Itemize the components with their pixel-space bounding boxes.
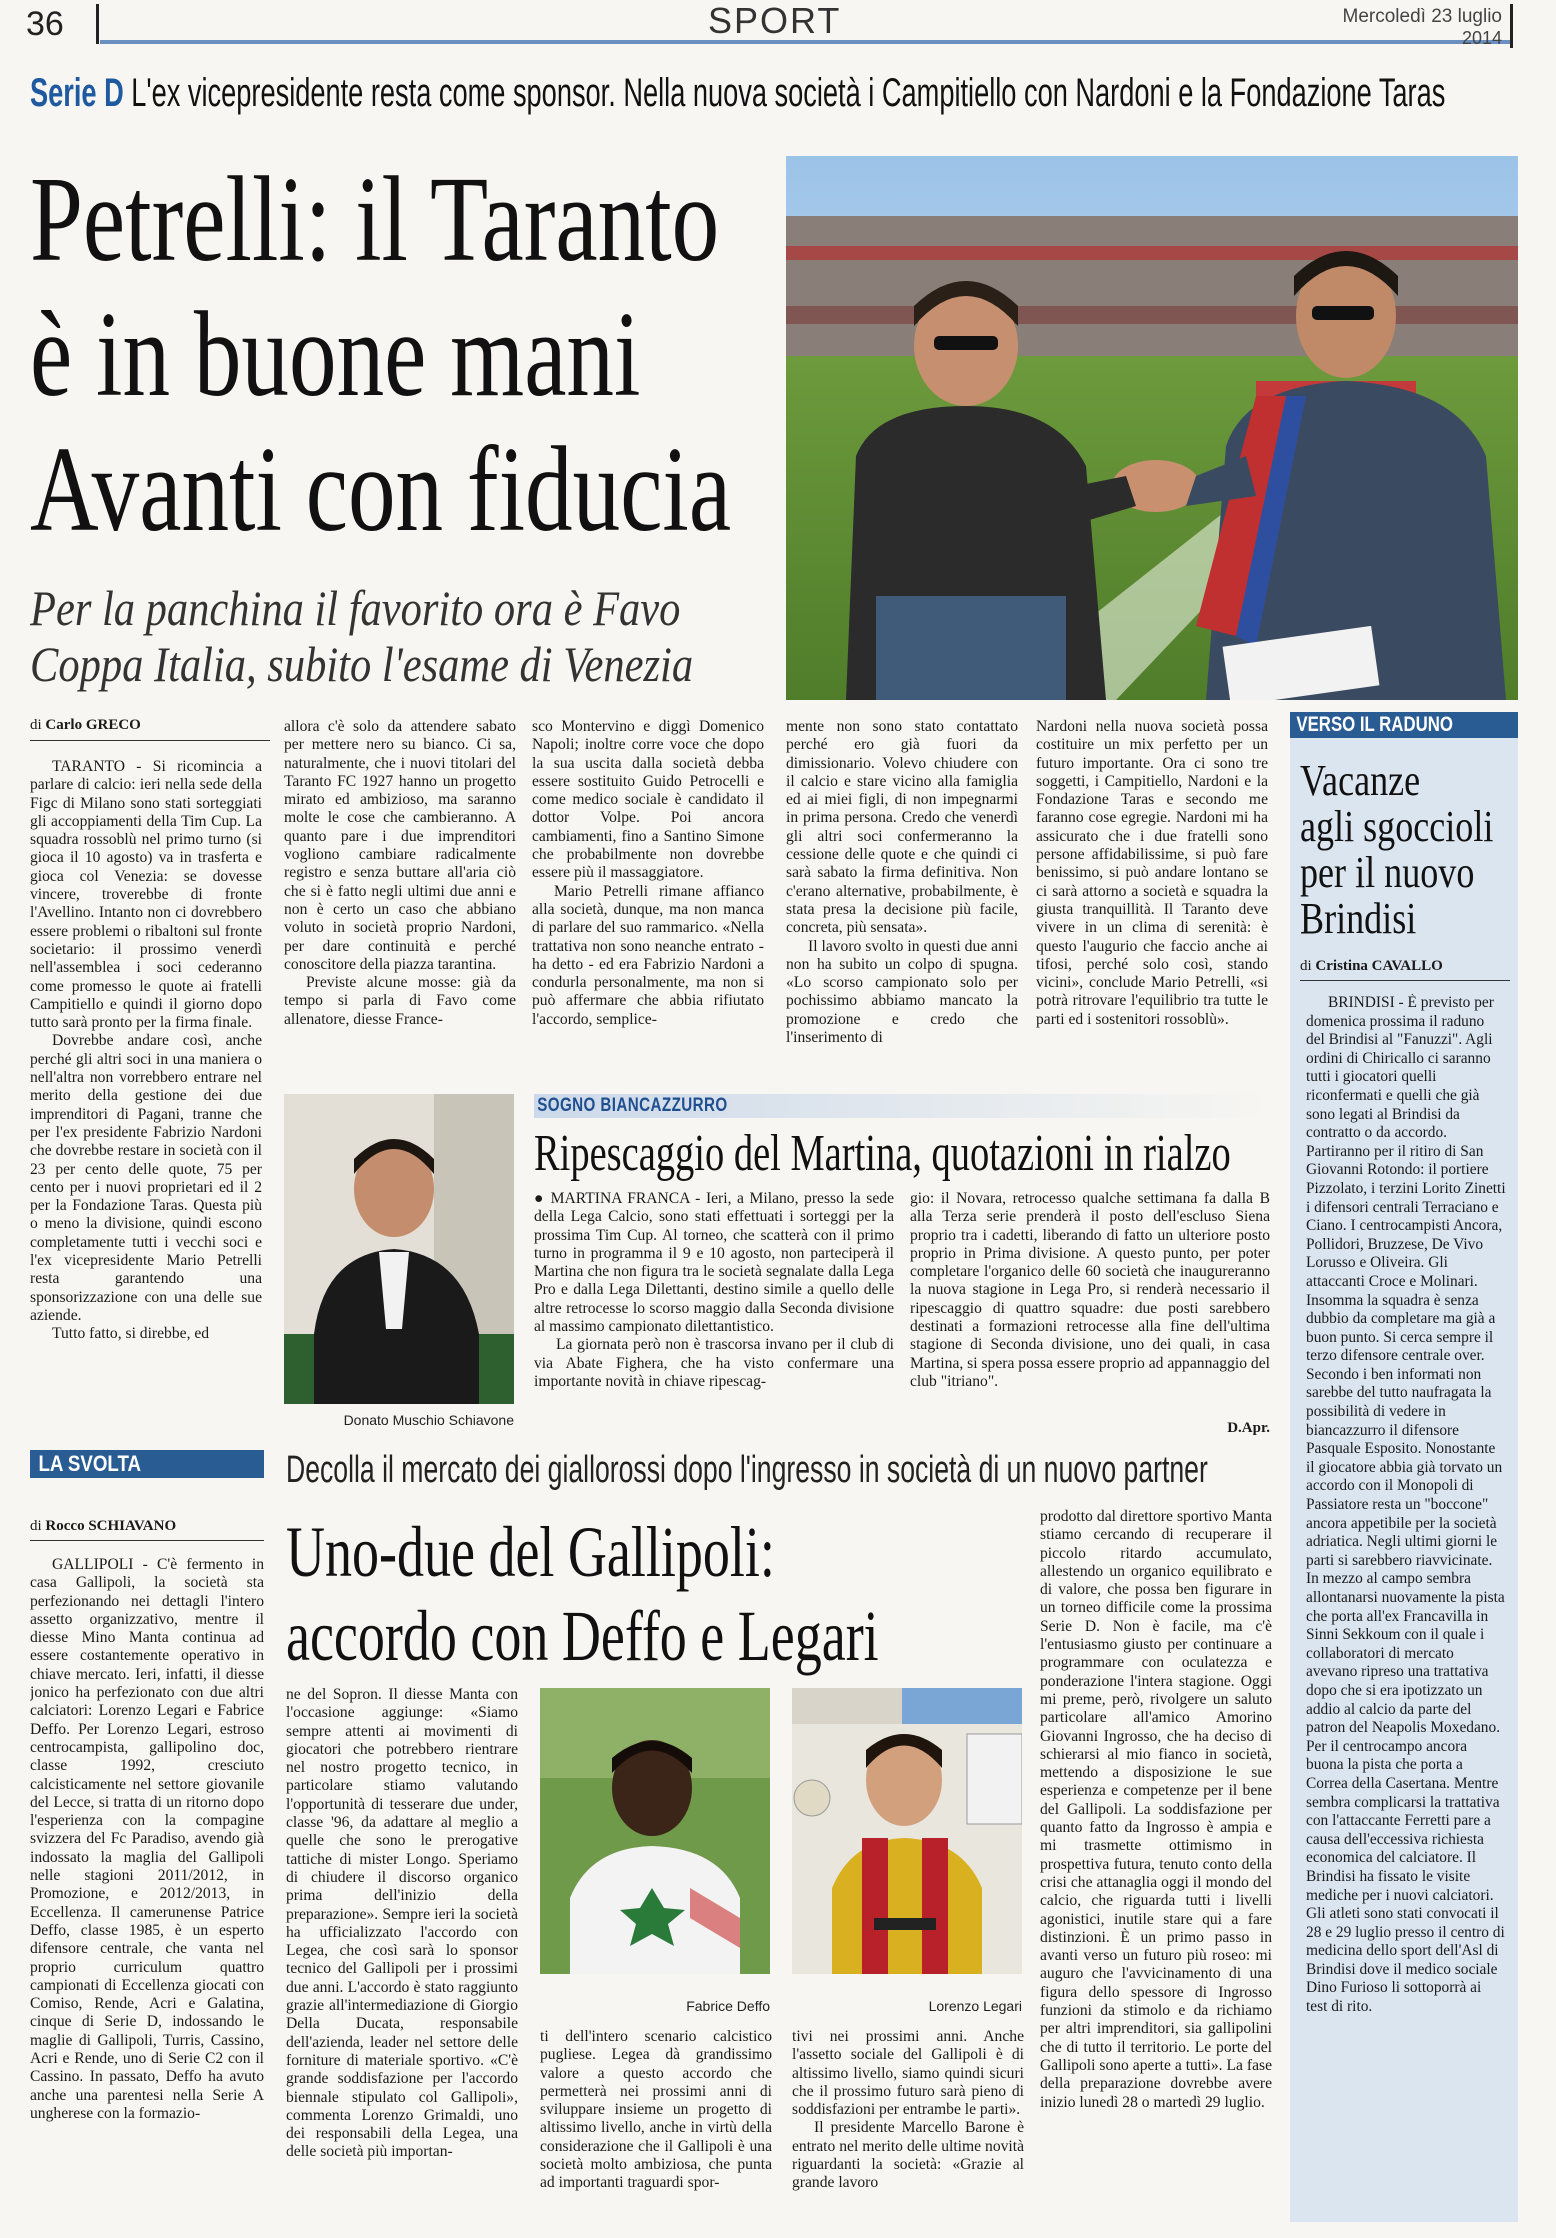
main-col-2-para-1: allora c'è solo da attendere sabato per mettere nero su bianco. Ci sa, naturalmente, che i nuovi titolari del Taranto FC 1927 hanno un progetto mirato ed ambizioso, ma saranno molte le cose che cambieranno. A quanto pare i due imprenditori vogliono cambiare radicalmente registro e senza buttare all'aria ciò che si è fatto negli ultimi due anni e non è certo un caso che abbiano voluto in società proprio Nardoni, per dare continuità e perché conoscitore della piazza tarantina. [284, 718, 516, 973]
gallipoli-headline-line-2: accordo con Deffo e Legari [286, 1596, 879, 1676]
gallipoli-col-4-para-2: Il presidente Marcello Barone è entrato nel merito delle ultime novità riguardanti la società: «Grazie al grande lavoro [792, 2119, 1024, 2192]
handshake-photo-illustration [786, 156, 1518, 700]
main-kicker-text: L'ex vicepresidente resta come sponsor. Nella nuova società i Campitiello con Nardoni e la Fondazione Taras [131, 71, 1446, 115]
main-col-1 [30, 758, 262, 1438]
brindisi-headline-line-4: Brindisi [1300, 894, 1417, 943]
gallipoli-col-2-para: ne del Sopron. Il diesse Manta con l'occasione aggiunge: «Siamo sempre attenti ai movimenti di giocatori che potrebbero rientrare nel nostro progetto tecnico, in particolare stiamo valutando l'opportunità di tesserare due under, classe '96, da adattare al meglio a quelle che sono le prerogative tattiche di mister Longo. Speriamo di chiudere il discorso organico prima dell'inizio della preparazione». Sempre ieri la società ha ufficializzato l'accordo con Legea, che così sarà lo sponsor tecnico del Gallipoli per i prossimi due anni. L'accordo è stato raggiunto grazie all'intermediazione di Giorgio Della Ducata, responsabile dell'azienda, leader nel settore delle forniture di materiale sportivo. «C'è grande soddisfazione per l'accordo biennale stipulato col Gallipoli», commenta Lorenzo Grimaldi, uno dei responsabili della Legea, una delle società più importan- [286, 1686, 518, 2161]
main-byline-rule [30, 740, 270, 741]
brindisi-col-para: BRINDISI - È previsto per domenica prossima il raduno del Brindisi al "Fanuzzi". Agli ordini di Chiricallo ci saranno tutti i giocatori quelli riconfermati e quelli che già sono legati al Brindisi da contratto o da accordo. Partiranno per il ritiro di San Giovanni Rotondo: il portiere Pizzolato, i terzini Lorito Zinetti i difensori centrali Terraciano e Ciano. I centrocampisti Ancora, Pollidori, Bruzzese, De Vivo Lorusso e Oliveira. Gli attaccanti Croce e Molinari. Insomma la squadra è senza dubbio da completare ma già a buon punto. Si cerca sempre il terzo difensore centrale over. Secondo i ben informati non sarebbe del tutto naufragata la possibilità di vedere in biancazzurro il difensore Pasquale Esposito. Nonostante il giocatore abbia già torvato un accordo con il Monopoli di Passiatore resta un "boccone" ancora appetibile per la società adriatica. Negli ultimi giorni le parti si sarebbero riavvicinate. In mezzo al campo sembra allontanarsi nuovamente la pista che porta all'ex Francavilla in Sinni Sekkoum con il quale i collaboratori di mercato avevano ripreso una trattativa dopo che si era ipotizzato un addio al calcio da parte del patron del Neapolis Moxedano. Per il centrocampo ancora buona la pista che porta a Correa della Casertana. Mentre sembra complicarsi la trattativa con l'attaccante Ferretti pare a causa dell'eccessiva richiesta economica del calciatore. Il Brindisi ha fissato le visite mediche per i nuovi calciatori. Gli atleti sono stati convocati il 28 e 29 luglio presso il centro di medicina dello sport dell'Asl di Brindisi dove il medico sociale Dino Furioso li sottoporrà ai test di rito. [1306, 994, 1506, 2016]
main-col-4 [786, 718, 1018, 1088]
main-col-1-para-1: TARANTO - Si ricomincia a parlare di calcio: ieri nella sede della Figc di Milano sono stati sorteggiati gli accoppiamenti della Tim Cup. La squadra rossoblù nel primo turno (si gioca il 10 agosto) va in trasferta e gioca col Venezia: se dovesse vincere, troverebbe di fronte l'Avellino. Intanto non ci dovrebbero essere problemi o ribaltoni sul fronte societario: il prossimo venerdì nell'assemblea i soci cederanno come promesso le quote ai fratelli Campitiello e quindi il giorno dopo tutto sarà pronto per la firma finale. [30, 758, 262, 1032]
brindisi-headline [1300, 758, 1514, 958]
portrait-caption: Donato Muschio Schiavone [343, 1412, 514, 1428]
martina-col-2-para-1: gio: il Novara, retrocesso qualche settimana fa dalla B alla Terza serie prenderà il posto dell'escluso Siena proprio tra i cadetti, liberando di fatto un ulteriore posto proprio in Prima divisione. A questo punto, per poter completare l'organico delle 60 società che inaugureranno la nuova stagione in Lega Pro, si renderà necessario il ripescaggio di quattro squadre: due posti sarebbero destinati a formazioni retrocesse alla fine dell'ultima stagione di Seconda divisione, uno dei quali, in casa Martina, si spera possa essere proprio ad appannaggio del club "itriano". [910, 1190, 1270, 1390]
main-col-5-para-1: Nardoni nella nuova società possa costituire un mix perfetto per un futuro importante. Ora ci sono tre soggetti, i Campitiello, Nardoni e la Fondazione Taras e secondo me faranno cose egregie. Nardoni mi ha assicurato che i due fratelli sono persone affidabilissime, si può fare benissimo, si può andare lontano se ci sarà attorno a società e squadra la giusta tranquillità. Il Taranto deve vivere in un clima di serenità: è questo l'augurio che faccio anche ai tifosi, perché solo così, stando vicini», conclude Mario Petrelli, «si potrà ritrovare l'equilibrio tra tutte le parti ed i sostenitori rossoblù». [1036, 718, 1268, 1028]
gallipoli-col-1 [30, 1556, 264, 2224]
martina-col-1-text: MARTINA FRANCA - Ieri, a Milano, presso la sede della Lega Calcio, sono stati effettuati i sorteggi per la prossima Tim Cup. Al torneo, che scatterà con il primo turno in programma il 9 e 10 agosto, non parteciperà il Martina che non figura tra le società segnalate dalla Lega Pro e dalla Lega Dilettanti, destino simile a quello delle altre retrocesse lo scorso maggio dalla Seconda divisione al massimo campionato dilettantistico. [534, 1190, 894, 1336]
main-col-3-para-2: Mario Petrelli rimane affianco alla società, dunque, ma non manca di parlare del suo rammarico. «Nella trattativa non sono neanche entrato - ha detto - ed era Fabrizio Nardoni a condurla personalmente, ma non si può affermare che abbia rifiutato l'accordo, semplice- [532, 882, 764, 1028]
gallipoli-col-3-para: ti dell'intero scenario calcistico pugliese. Legea dà grandissimo valore a questo accordo che permetterà nei prossimi anni di sviluppare insieme un progetto di altissimo livello, anche in virtù della considerazione che il Gallipoli è una società molto ambiziosa, che punta ad importanti traguardi spor- [540, 2028, 772, 2192]
main-subheadline-line-2: Coppa Italia, subito l'esame di Venezia [30, 636, 694, 692]
martina-col-1-para-1 [534, 1190, 894, 1336]
gallipoli-col-4-para-1: tivi nei prossimi anni. Anche l'assetto sociale del Gallipoli è di altissimo livello, siamo quindi sicuri che il prossimo futuro sarà pieno di soddisfazioni per entrambe le parti». [792, 2028, 1024, 2119]
brindisi-headline-line-2: agli sgoccioli [1300, 802, 1494, 851]
main-col-1-para-3: Tutto fatto, si direbbe, ed [52, 1325, 210, 1343]
gallipoli-tag-text: LA SVOLTA [38, 1451, 142, 1476]
main-col-3-para-1: sco Montervino e diggì Domenico Napoli; inoltre corre voce che dopo la sua uscita dalla società debba essere sostituito Guido Petrocelli e come medico sociale è candidato il dottor Volpe. Poi ancora cambiamenti, fino a Santino Simone che probabilmente non dovrebbe essere più il massaggiatore. [532, 718, 764, 882]
brindisi-headline-line-1: Vacanze [1300, 758, 1421, 805]
martina-signature: D.Apr. [1227, 1420, 1270, 1436]
gallipoli-col-4 [792, 2028, 1024, 2224]
date-year: 2014 [1461, 28, 1502, 48]
gallipoli-kicker [286, 1448, 1276, 1494]
main-subheadline-line-1: Per la panchina il favorito ora è Favo [30, 580, 681, 636]
gallipoli-byline [30, 1518, 264, 1535]
main-headline-line-2: è in buone mani [30, 287, 641, 422]
main-col-1-para-2: Dovrebbe andare così, anche perché gli altri soci in una maniera o nell'altra non vorrebbero entrare nel merito della gestione dei due imprenditori di Pagani, tranne che per l'ex presidente Fabrizio Nardoni che dovrebbe restare in società con il 23 per cento delle quote, 75 per cento per i nuovi proprietari ed il 2 per la Fondazione Taras. Questa più o meno la divisione, quindi escono completamente tutti i vecchi soci e l'ex vicepresidente Mario Petrelli resta garantendo una sponsorizzazione con una delle sue aziende. [30, 1032, 262, 1324]
brindisi-byline [1300, 958, 1514, 975]
brindisi-headline-line-3: per il nuovo [1300, 848, 1475, 897]
brindisi-byline-rule [1300, 980, 1510, 981]
gallipoli-tag [30, 1450, 264, 1478]
gallipoli-byline-prefix: di [30, 1518, 42, 1534]
deffo-caption: Fabrice Deffo [686, 1998, 770, 2014]
main-headline [30, 155, 790, 575]
bullet-icon: ● [534, 1190, 551, 1207]
main-headline-line-1: Petrelli: il Taranto [30, 155, 720, 287]
deffo-photo [540, 1688, 770, 1974]
deffo-illustration [540, 1688, 770, 1974]
gallipoli-byline-name: Rocco SCHIAVANO [45, 1518, 177, 1534]
gallipoli-kicker-text: Decolla il mercato dei giallorossi dopo l'ingresso in società di un nuovo partner [286, 1449, 1208, 1491]
main-col-3 [532, 718, 764, 1088]
main-col-4-para-2: Il lavoro svolto in questi due anni non ha subito un colpo di spugna. «Lo scorso campionato solo per pochissimo abbiamo mancato la promozione e credo che l'inserimento di [786, 937, 1018, 1047]
gallipoli-headline [286, 1512, 1026, 1682]
brindisi-tag-text: VERSO IL RADUNO [1296, 713, 1453, 736]
brindisi-byline-name: Cristina CAVALLO [1315, 958, 1443, 974]
portrait-illustration [284, 1094, 514, 1404]
date-line: Mercoledì 23 luglio [1342, 6, 1502, 27]
legari-caption: Lorenzo Legari [928, 1998, 1022, 2014]
legari-illustration [792, 1688, 1022, 1974]
page-number: 36 [26, 4, 99, 44]
main-col-4-para-1: mente non sono stato contattato perché ero già fuori da dimissionario. Volevo chiudere con il calcio e stare vicino alla famiglia ed ai miei figli, di non impegnarmi in prima persona. Credo che venerdì gli altri soci confermeranno la cessione delle quote e che quindi ci sarà sabato la firma definitiva. Non c'erano alternative, probabilmente, è stata presa la decisione più facile, concreta, più sensata». [786, 718, 1018, 937]
martina-headline-text: Ripescaggio del Martina, quotazioni in rialzo [534, 1125, 1231, 1182]
gallipoli-headline-line-1: Uno-due del Gallipoli: [286, 1512, 775, 1592]
martina-col-1 [534, 1190, 894, 1440]
gallipoli-col-3 [540, 2028, 772, 2224]
main-byline [30, 717, 270, 734]
gallipoli-col-2 [286, 1686, 518, 2224]
main-kicker-tag: Serie D [30, 71, 124, 115]
portrait-photo [284, 1094, 514, 1404]
gallipoli-col-5 [1040, 1508, 1272, 2224]
brindisi-tag [1290, 712, 1518, 738]
martina-tag-text: SOGNO BIANCAZZURRO [537, 1095, 728, 1116]
main-col-2 [284, 718, 516, 1088]
main-headline-line-3: Avanti con fiducia [30, 422, 732, 557]
main-col-2-para-2: Previste alcune mosse: già da tempo si parla di Favo come allenatore, diesse France- [284, 974, 516, 1028]
martina-headline [534, 1124, 1274, 1184]
gallipoli-byline-rule [30, 1540, 264, 1541]
section-title: SPORT [708, 0, 842, 41]
gallipoli-col-5-para: prodotto dal direttore sportivo Manta stiamo cercando di recuperare il piccolo ritardo accumulato, allestendo un organico equilibrato e di valore, che possa ben figurare in un torneo difficile come la prossima Serie D. Non è facile, ma c'è l'entusiasmo giusto per continuare a programmare con oculatezza e ponderazione l'intera stagione. Oggi mi preme, però, rivolgere un saluto particolare all'amico Amorino Giovanni Ingrosso, che ha deciso di schierarsi al mio fianco in società, mettendo a disposizione le sue esperienza e competenze per il bene del Gallipoli. La soddisfazione per quanto fatto da Ingrosso è ampia e mi trasmette ottimismo in prospettiva futura, tenuto conto della crisi che attanaglia oggi il mondo del calcio, che riguarda tutti i livelli agonistici, inutile stare qui a fare distinzioni. È un primo passo in avanti verso un futuro più roseo: mi auguro che l'avvicinamento di una figura dello spessore di Ingrosso funzioni da stimolo e da richiamo per altri imprenditori, sia gallipolini che di tutto il territorio. Le porte del Gallipoli sono aperte a tutti». La fase della preparazione dovrebbe avere inizio lunedì 28 o martedì 29 luglio. [1040, 1508, 1272, 2111]
brindisi-byline-prefix: di [1300, 958, 1312, 974]
main-photo [786, 156, 1518, 700]
legari-photo [792, 1688, 1022, 1974]
main-subheadline [30, 580, 790, 700]
martina-col-2 [910, 1190, 1270, 1420]
gallipoli-col-1-para: GALLIPOLI - C'è fermento in casa Gallipoli, la società sta perfezionando nei dettagli l'intero assetto organizzativo, mentre il diesse Mino Manta continua ad essere costantemente operativo in chiave mercato. Ieri, infatti, il diesse jonico ha perfezionato con due altri calciatori: Lorenzo Legari e Fabrice Deffo. Per Lorenzo Legari, estroso centrocampista, gallipolino doc, classe 1992, cresciuto calcisticamente nel settore giovanile del Lecce, si tratta di un ritorno dopo l'esperienza con la compagine svizzera del Fc Paradiso, avendo già indossato la maglia del Gallipoli nelle stagioni 2011/2012, in Promozione, e 2012/2013, in Eccellenza. Il camerunense Patrice Deffo, classe 1985, è un esperto difensore centrale, che vanta nel proprio curriculum quattro campionati di Eccellenza giocati con Comiso, Rende, Acri e Galatina, cinque di Serie D, indossando le maglie di Gallipoli, Turris, Cassino, Acri e Rende, uno di Serie C2 con il Cassino. In passato, Deffo ha avuto anche una parentesi nella Serie A ungherese con la formazio- [30, 1556, 264, 2122]
masthead-right-bar [1510, 4, 1513, 48]
main-kicker [30, 70, 1530, 120]
main-byline-name: Carlo GRECO [45, 717, 141, 733]
main-byline-prefix: di [30, 717, 42, 733]
brindisi-col [1306, 994, 1506, 2214]
martina-tag [534, 1094, 1274, 1118]
main-col-5 [1036, 718, 1268, 1088]
martina-col-1-para-2: La giornata però non è trascorsa invano per il club di via Abate Fighera, che ha visto confermare una importante novità in chiave ripescag- [534, 1336, 894, 1390]
